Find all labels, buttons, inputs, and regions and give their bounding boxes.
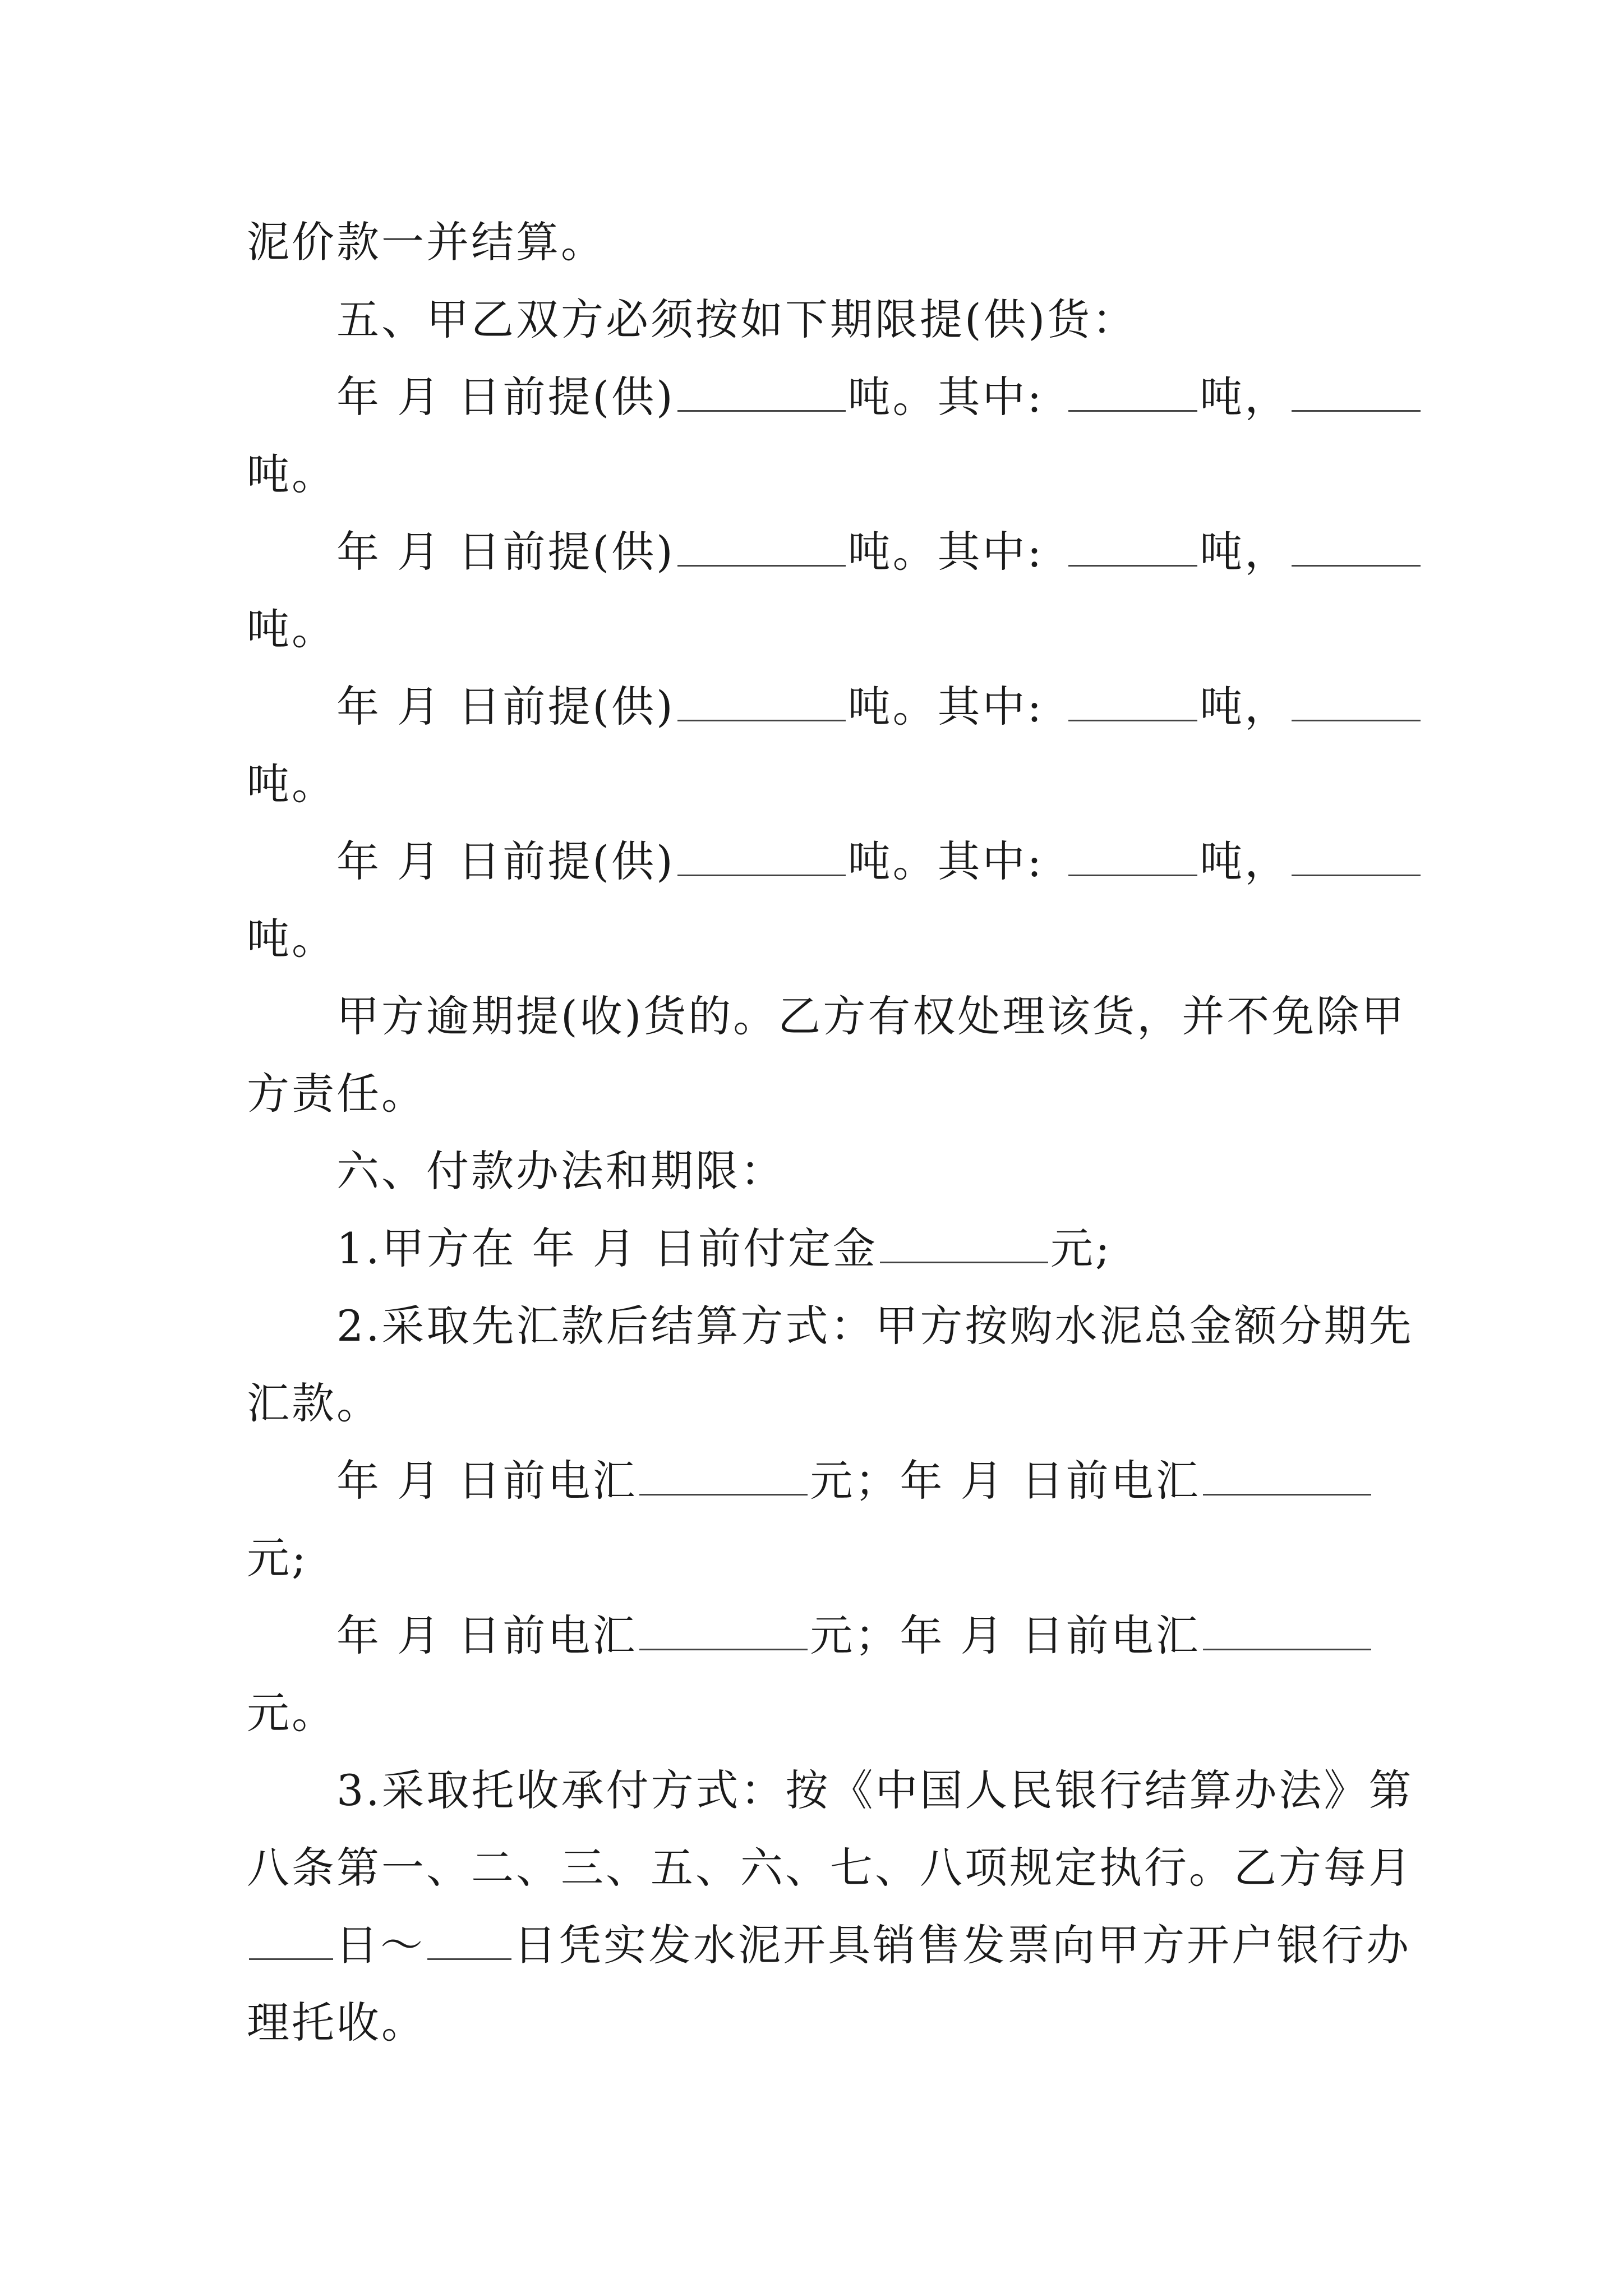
text-line: 吨。 [247,449,336,499]
fill-blank [677,376,846,412]
deposit-row [247,1209,1385,1288]
text-line: 泥价款一并结算。 [247,217,606,267]
remit-date-label: 年 月 日前电汇 [900,1456,1201,1506]
ton-label: 吨。其中: [847,682,1044,731]
text-line: 八条第一、二、三、五、六、七、八项规定执行。乙方每月 [247,1843,1413,1893]
fill-blank [639,1615,808,1650]
fill-blank [1203,1615,1371,1650]
ton-label: 吨， [1200,836,1290,886]
section-six-heading: 六、付款办法和期限： [336,1146,785,1196]
fill-blank [1292,531,1421,567]
text-line: 吨。 [247,914,336,964]
text-line: 元。 [247,1688,336,1738]
fill-blank [1068,531,1197,567]
ton-label: 吨， [1200,372,1290,422]
yuan-label: 元； [810,1611,900,1660]
ton-label: 吨。其中: [847,836,1044,886]
remit-date-label: 年 月 日前电汇 [336,1456,638,1506]
delivery-date-label: 年 月 日前提(供) [336,372,675,422]
ton-label: 吨。其中: [847,527,1044,577]
text-line: 甲方逾期提(收)货的。乙方有权处理该货，并不免除甲 [336,991,1407,1041]
text-line: 元; [247,1533,308,1583]
yuan-label: 元； [810,1456,900,1506]
remit-row [247,1596,1385,1675]
text-line: 3.采取托收承付方式：按《中国人民银行结算办法》第 [336,1765,1414,1815]
fill-blank [249,1925,333,1960]
remit-row [247,1442,1385,1520]
text-segment: 日凭实发水泥开具销售发票向甲方开户银行办 [514,1920,1411,1970]
fill-blank [1068,841,1197,876]
fill-blank [1292,841,1421,876]
delivery-date-label: 年 月 日前提(供) [336,682,675,731]
remit-date-label: 年 月 日前电汇 [336,1611,638,1660]
fill-blank [639,1460,808,1496]
delivery-date-label: 年 月 日前提(供) [336,527,675,577]
text-line: 吨。 [247,604,336,654]
ton-label: 吨， [1200,682,1290,731]
fill-blank [1292,686,1421,721]
remit-date-label: 年 月 日前电汇 [900,1611,1201,1660]
fill-blank [677,686,846,721]
fill-blank [1203,1460,1371,1496]
fill-blank [677,841,846,876]
ton-label: 吨， [1200,527,1290,577]
text-line: 吨。 [247,759,336,809]
yuan-label: 元; [1050,1223,1112,1273]
text-line: 理托收。 [247,1998,426,2047]
collection-row [247,1906,1411,1985]
ton-label: 吨。其中: [847,372,1044,422]
fill-blank [1068,376,1197,412]
delivery-date-label: 年 月 日前提(供) [336,836,675,886]
fill-blank [1068,686,1197,721]
text-line: 汇款。 [247,1378,381,1428]
day-range-label: 日～ [335,1920,425,1970]
delivery-row [247,358,1385,436]
text-line: 方责任。 [247,1069,426,1119]
fill-blank [677,531,846,567]
fill-blank [880,1228,1048,1263]
delivery-row [247,822,1385,901]
section-five-heading: 五、甲乙双方必须按如下期限提(供)货： [336,295,1137,344]
fill-blank [1292,376,1421,412]
fill-blank [427,1925,511,1960]
delivery-row [247,668,1385,746]
text-line: 2.采取先汇款后结算方式：甲方按购水泥总金额分期先 [336,1301,1414,1351]
deposit-label: 1.甲方在 年 月 日前付定金 [336,1223,878,1273]
delivery-row [247,513,1385,591]
